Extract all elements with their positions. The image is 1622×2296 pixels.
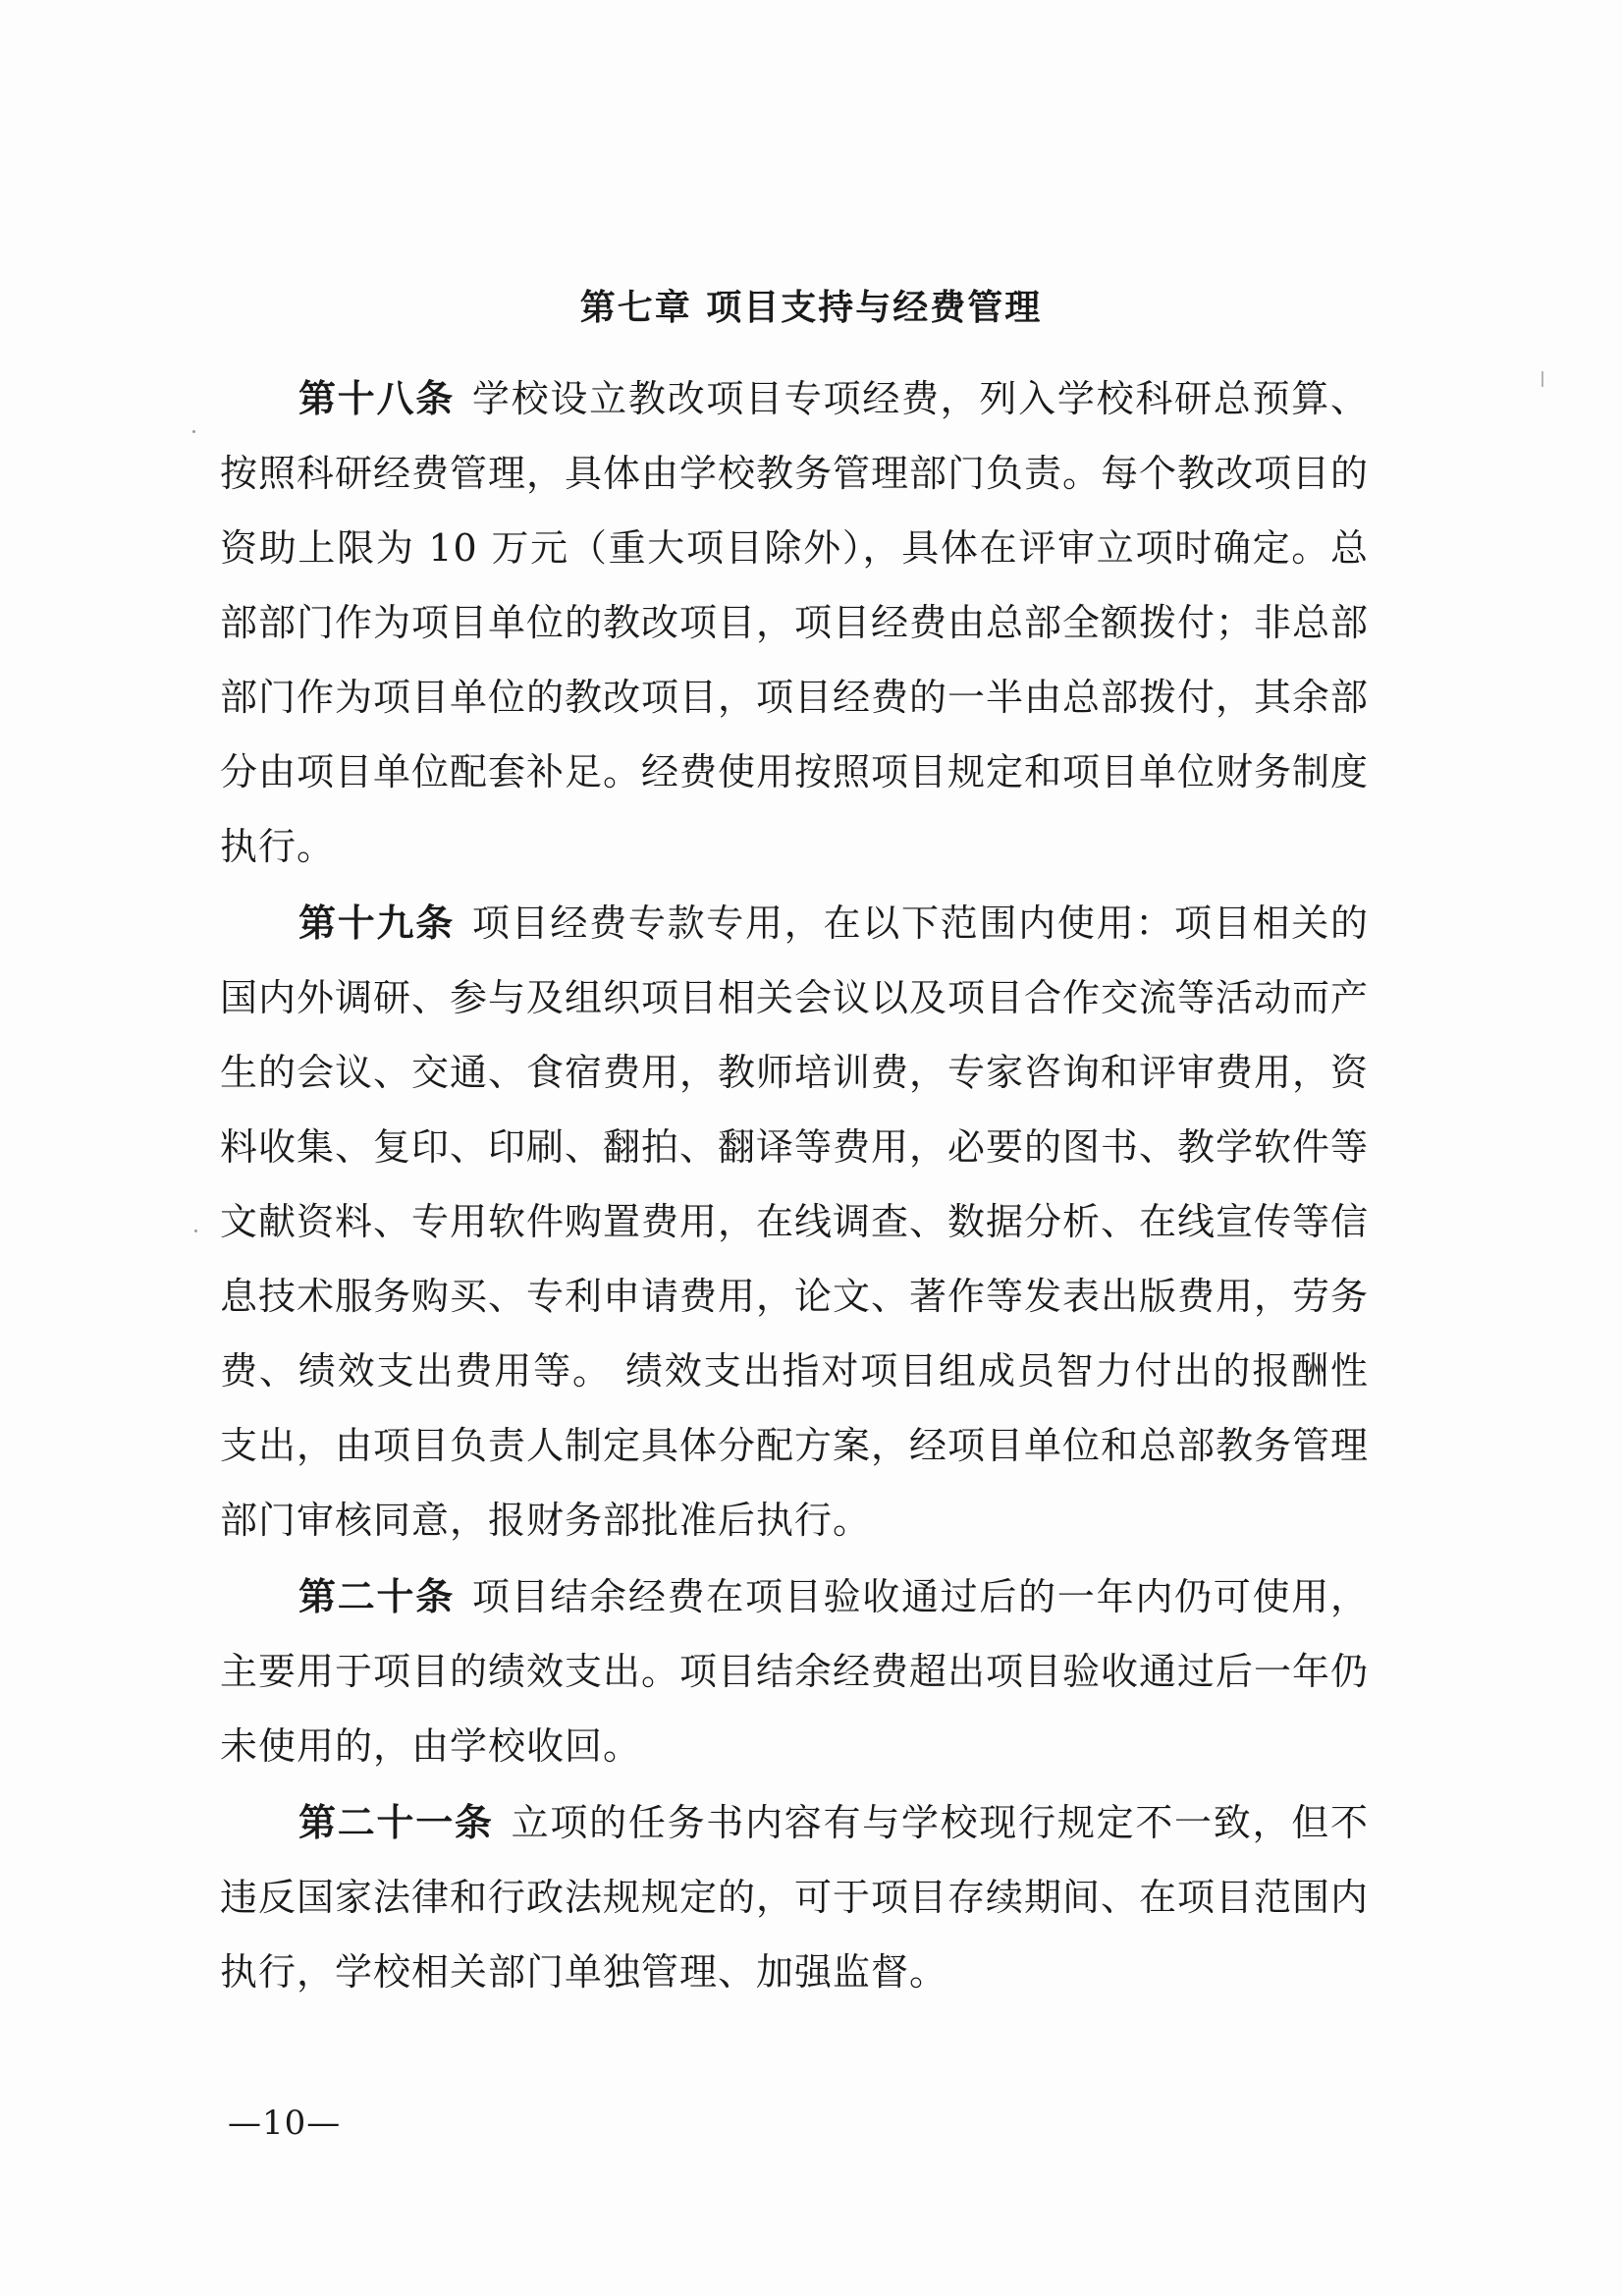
article-text: 学校设立教改项目专项经费，列入学校科研总预算、按照科研经费管理，具体由学校教务管理部门负责。每个教改项目的资助上限为 10 万元（重大项目除外），具体在评审立项时确定。总部部门作为项目单位的教改项目，项目经费由总部全额拨付；非总部部门作为项目单位的教改项目，项目经费的一半由总部拨付，其余部分由项目单位配套补足。经费使用按照项目规定和项目单位财务制度执行。 bbox=[220, 377, 1370, 868]
article-text: 项目经费专款专用，在以下范围内使用：项目相关的国内外调研、参与及组织项目相关会议以及项目合作交流等活动而产生的会议、交通、食宿费用，教师培训费，专家咨询和评审费用，资料收集、复印、印刷、翻拍、翻译等费用，必要的图书、教学软件等文献资料、专用软件购置费用，在线调查、数据分析、在线宣传等信息技术服务购买、专利申请费用，论文、著作等发表出版费用，劳务费、绩效支出费用等。 绩效支出指对项目组成员智力付出的报酬性支出，由项目负责人制定具体分配方案，经项目单位和总部教务管理部门审核同意，报财务部批准后执行。 bbox=[220, 902, 1370, 1542]
article-heading: 第十九条 bbox=[298, 902, 455, 945]
document-body bbox=[220, 361, 1369, 2009]
article-20 bbox=[220, 1559, 1369, 1783]
article-19 bbox=[220, 886, 1369, 1558]
scan-speck bbox=[194, 1230, 197, 1232]
article-text: 立项的任务书内容有与学校现行规定不一致，但不违反国家法律和行政法规规定的，可于项目存续期间、在项目范围内执行，学校相关部门单独管理、加强监督。 bbox=[220, 1801, 1370, 1994]
article-21 bbox=[220, 1785, 1369, 2009]
page-number: —10— bbox=[228, 2104, 342, 2143]
article-18 bbox=[220, 361, 1369, 884]
article-heading: 第二十条 bbox=[298, 1575, 455, 1618]
article-text: 项目结余经费在项目验收通过后的一年内仍可使用，主要用于项目的绩效支出。项目结余经费超出项目验收通过后一年仍未使用的，由学校收回。 bbox=[220, 1575, 1370, 1768]
scan-edge-mark bbox=[1541, 371, 1543, 387]
chapter-title: 第七章 项目支持与经费管理 bbox=[579, 288, 1043, 328]
article-heading: 第二十一条 bbox=[298, 1801, 494, 1844]
article-heading: 第十八条 bbox=[298, 377, 455, 420]
scan-speck bbox=[192, 430, 195, 433]
